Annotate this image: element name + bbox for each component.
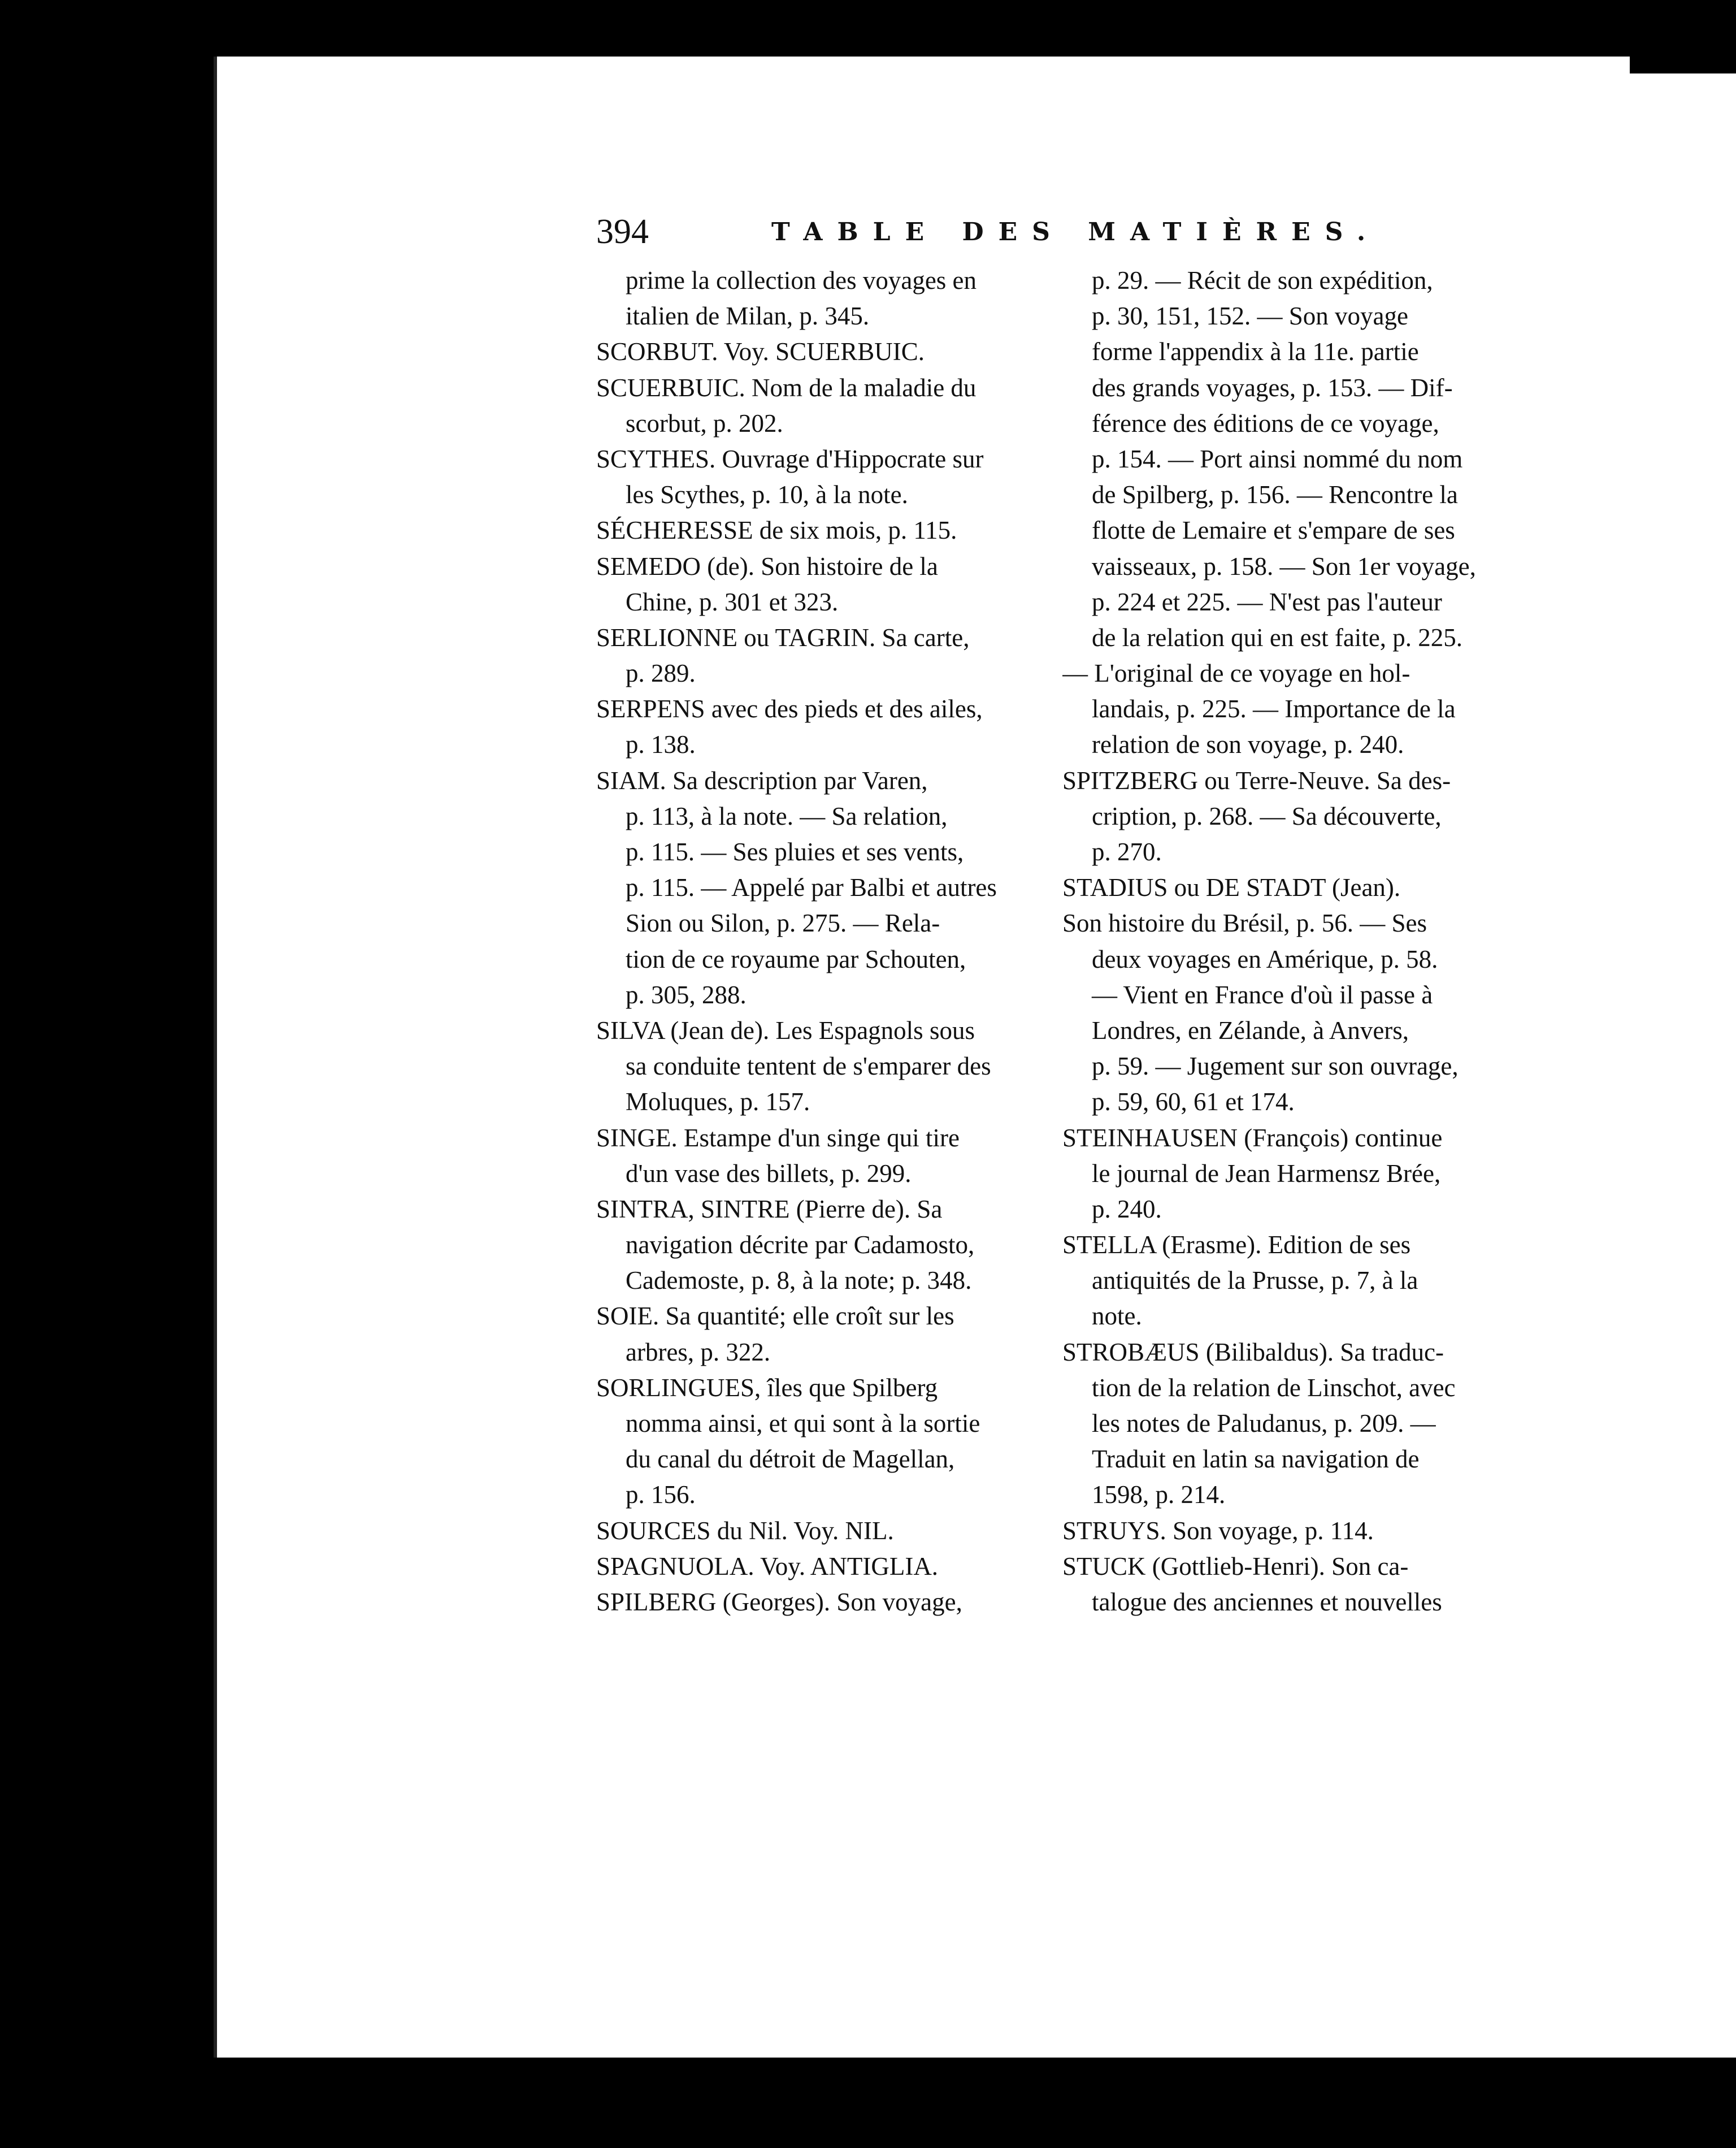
index-line: — L'original de ce voyage en hol- — [1062, 659, 1410, 688]
index-line: forme l'appendix à la 11e. partie — [1092, 337, 1419, 366]
index-line: STELLA (Erasme). Edition de ses — [1062, 1231, 1411, 1259]
index-line: STUCK (Gottlieb-Henri). Son ca- — [1062, 1552, 1409, 1580]
index-line: SEMEDO (de). Son histoire de la — [596, 552, 938, 581]
index-line: le journal de Jean Harmensz Brée, — [1092, 1159, 1441, 1188]
index-line: SINTRA, SINTRE (Pierre de). Sa — [596, 1194, 943, 1223]
index-line: p. 270. — [1092, 838, 1162, 866]
index-line: arbres, p. 322. — [626, 1337, 771, 1366]
index-line: SCYTHES. Ouvrage d'Hippocrate sur — [596, 444, 984, 473]
index-line: navigation décrite par Cadamosto, — [626, 1231, 975, 1259]
index-line: p. 156. — [626, 1480, 696, 1509]
index-line: deux voyages en Amérique, p. 58. — [1092, 945, 1438, 973]
index-line: STADIUS ou DE STADT (Jean). — [1062, 873, 1401, 902]
index-line: SERPENS avec des pieds et des ailes, — [596, 695, 983, 724]
index-line: sa conduite tentent de s'emparer des — [626, 1052, 991, 1081]
page-header — [596, 212, 1381, 252]
index-line: p. 240. — [1092, 1194, 1162, 1223]
index-line: talogue des anciennes et nouvelles — [1092, 1587, 1442, 1616]
index-line: SORLINGUES, îles que Spilberg — [596, 1373, 938, 1402]
index-line: SPITZBERG ou Terre-Neuve. Sa des- — [1062, 766, 1451, 795]
index-line: Cademoste, p. 8, à la note; p. 348. — [626, 1266, 972, 1295]
index-line: SINGE. Estampe d'un singe qui tire — [596, 1123, 960, 1152]
index-line: vaisseaux, p. 158. — Son 1er voyage, — [1092, 552, 1476, 581]
index-line: Chine, p. 301 et 323. — [626, 587, 839, 616]
index-line: férence des éditions de ce voyage, — [1092, 409, 1439, 438]
running-title: TABLE DES MATIÈRES. — [771, 218, 1381, 246]
index-line: de la relation qui en est faite, p. 225. — [1092, 623, 1463, 652]
index-line: antiquités de la Prusse, p. 7, à la — [1092, 1266, 1418, 1295]
index-line: — Vient en France d'où il passe à — [1092, 980, 1433, 1009]
index-line: SILVA (Jean de). Les Espagnols sous — [596, 1016, 975, 1045]
index-line: p. 115. — Ses pluies et ses vents, — [626, 838, 964, 866]
index-line: Sion ou Silon, p. 275. — Rela- — [626, 909, 940, 938]
index-line: SPAGNUOLA. Voy. ANTIGLIA. — [596, 1552, 939, 1580]
index-line: Londres, en Zélande, à Anvers, — [1092, 1016, 1409, 1045]
index-line: prime la collection des voyages en — [626, 266, 977, 295]
index-line: relation de son voyage, p. 240. — [1092, 730, 1404, 759]
index-line: p. 59. — Jugement sur son ouvrage, — [1092, 1052, 1459, 1081]
index-line: d'un vase des billets, p. 299. — [626, 1159, 912, 1188]
index-line: italien de Milan, p. 345. — [626, 302, 870, 331]
index-line: SOURCES du Nil. Voy. NIL. — [596, 1516, 894, 1545]
index-line: p. 305, 288. — [626, 980, 747, 1009]
index-line: SERLIONNE ou TAGRIN. Sa carte, — [596, 623, 970, 652]
index-line: SCORBUT. Voy. SCUERBUIC. — [596, 337, 925, 366]
index-line: Traduit en latin sa navigation de — [1092, 1445, 1420, 1474]
index-line: p. 154. — Port ainsi nommé du nom — [1092, 444, 1463, 473]
index-line: note. — [1092, 1302, 1142, 1331]
page-number: 394 — [596, 213, 649, 251]
index-line: les notes de Paludanus, p. 209. — — [1092, 1409, 1436, 1437]
index-line: SÉCHERESSE de six mois, p. 115. — [596, 516, 957, 545]
index-line: scorbut, p. 202. — [626, 409, 783, 438]
index-line: SCUERBUIC. Nom de la maladie du — [596, 373, 976, 402]
index-line: tion de la relation de Linschot, avec — [1092, 1373, 1456, 1402]
index-line: SIAM. Sa description par Varen, — [596, 766, 928, 795]
left-column — [596, 263, 1043, 1636]
right-column — [1062, 263, 1509, 1636]
index-line: p. 115. — Appelé par Balbi et autres — [626, 873, 997, 902]
index-line: p. 29. — Récit de son expédition, — [1092, 266, 1433, 295]
index-line: les Scythes, p. 10, à la note. — [626, 480, 908, 509]
index-line: p. 224 et 225. — N'est pas l'auteur — [1092, 587, 1442, 616]
facing-page-edge — [1629, 73, 1736, 2058]
index-line: SOIE. Sa quantité; elle croît sur les — [596, 1302, 954, 1331]
index-line: p. 289. — [626, 659, 696, 688]
index-line: STRUYS. Son voyage, p. 114. — [1062, 1516, 1374, 1545]
index-line: STROBÆUS (Bilibaldus). Sa traduc- — [1062, 1337, 1444, 1366]
index-line: tion de ce royaume par Schouten, — [626, 945, 966, 973]
index-line: landais, p. 225. — Importance de la — [1092, 695, 1456, 724]
index-line: Moluques, p. 157. — [626, 1088, 810, 1116]
index-line: nomma ainsi, et qui sont à la sortie — [626, 1409, 980, 1437]
index-line: p. 30, 151, 152. — Son voyage — [1092, 302, 1408, 331]
index-line: des grands voyages, p. 153. — Dif- — [1092, 373, 1453, 402]
index-line: STEINHAUSEN (François) continue — [1062, 1123, 1443, 1152]
index-line: cription, p. 268. — Sa découverte, — [1092, 802, 1442, 830]
index-line: p. 113, à la note. — Sa relation, — [626, 802, 948, 830]
index-line: 1598, p. 214. — [1092, 1480, 1226, 1509]
index-line: du canal du détroit de Magellan, — [626, 1445, 955, 1474]
index-line: p. 138. — [626, 730, 696, 759]
index-line: de Spilberg, p. 156. — Rencontre la — [1092, 480, 1458, 509]
index-line: SPILBERG (Georges). Son voyage, — [596, 1587, 962, 1616]
index-line: Son histoire du Brésil, p. 56. — Ses — [1062, 909, 1427, 938]
index-line: p. 59, 60, 61 et 174. — [1092, 1088, 1295, 1116]
index-line: flotte de Lemaire et s'empare de ses — [1092, 516, 1455, 545]
